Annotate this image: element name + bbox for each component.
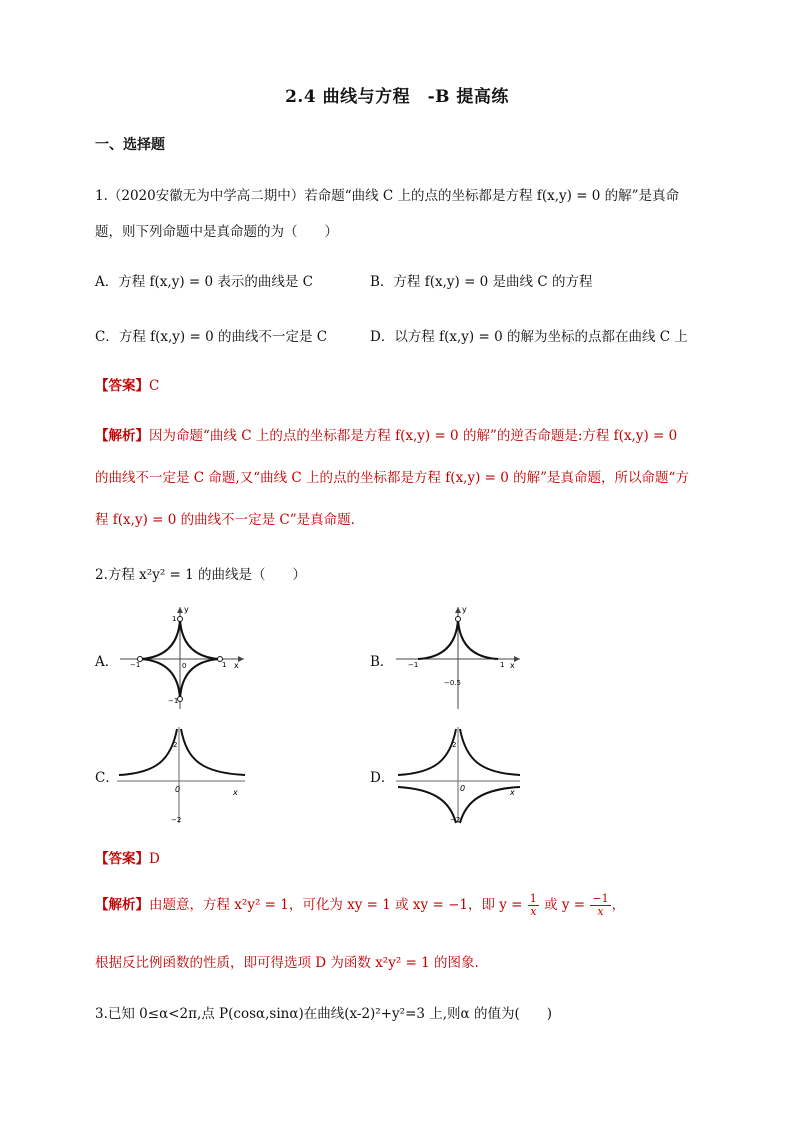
left-branch-curve	[119, 729, 177, 775]
lower-left-branch	[398, 787, 456, 823]
graph-d	[394, 725, 524, 825]
origin-label: 0	[182, 662, 187, 670]
q2-label-d: D．	[370, 770, 395, 786]
q1-analysis-line2: 的曲线不一定是 C 命题,又“曲线 C 上的点的坐标都是方程 f(x,y) = 0 的解”是真命题，所以命题“方	[95, 470, 689, 486]
section-heading: 一、选择题	[95, 137, 165, 153]
analysis-text: 因为命题“曲线 C 上的点的坐标都是方程 f(x,y) = 0 的解”的逆否命题是:方程 f(x,y) = 0	[149, 428, 678, 444]
q2-label-c: C．	[95, 770, 119, 786]
origin-label: 0	[175, 785, 181, 794]
analysis-tag: 【解析】	[95, 428, 149, 444]
q2-stem: 2.方程 x²y² = 1 的曲线是（ ）	[95, 567, 307, 583]
q1-analysis-line1	[95, 424, 677, 444]
q1-stem-line1: 1.（2020安徽无为中学高二期中）若命题“曲线 C 上的点的坐标都是方程 f(x,y) = 0 的解”是真命	[95, 188, 680, 204]
tick-neg1-x: −1	[408, 661, 419, 669]
fraction-neg1-over-x	[590, 893, 610, 918]
q2-label-a: A．	[95, 654, 119, 670]
q2-analysis-line2: 根据反比例函数的性质，即可得选项 D 为函数 x²y² = 1 的图象.	[95, 955, 479, 971]
open-point-top	[456, 617, 461, 622]
y-label: y	[462, 605, 467, 614]
upper-right-branch	[460, 729, 520, 775]
tick-2-y: 2	[452, 741, 457, 749]
tick-neg1-x: −1	[130, 661, 141, 669]
q1-option-b: B．方程 f(x,y) = 0 是曲线 C 的方程	[370, 274, 593, 290]
q1-analysis-line3: 程 f(x,y) = 0 的曲线不一定是 C”是真命题.	[95, 512, 355, 528]
x-label: x	[510, 788, 515, 797]
tick-neg1-y: −1	[168, 697, 179, 705]
answer-tag: 【答案】	[95, 851, 149, 867]
q1-stem-line2: 题，则下列命题中是真命题的为（ ）	[95, 224, 338, 240]
frac2-denominator: x	[597, 905, 604, 918]
tick-1-y: 1	[172, 615, 177, 623]
page-title: 2.4 曲线与方程 -B 提高练	[285, 87, 509, 107]
frac1-denominator: x	[530, 905, 537, 918]
analysis-text: 由题意，方程 x²y² = 1，可化为 xy = 1 或 xy = −1，即 y =	[149, 897, 523, 913]
y-label: y	[184, 605, 189, 614]
x-label: x	[234, 661, 239, 670]
q1-answer	[95, 374, 159, 394]
graph-a	[118, 603, 248, 713]
open-point-top	[178, 617, 183, 622]
q1-option-d: D．以方程 f(x,y) = 0 的解为坐标的点都在曲线 C 上	[370, 329, 688, 345]
tick-neg2-y: −2	[171, 816, 182, 824]
tick-neg2-y: −2	[450, 816, 461, 824]
tick-1-x: 1	[222, 661, 227, 669]
tick-2-y: 2	[173, 741, 178, 749]
x-label: x	[510, 661, 515, 670]
q2-answer	[95, 847, 160, 867]
x-label: x	[233, 788, 238, 797]
tick-1-x: 1	[500, 661, 505, 669]
analysis-tag: 【解析】	[95, 897, 149, 913]
upper-left-branch	[398, 729, 456, 775]
frac1-numerator: 1	[529, 892, 537, 905]
answer-value: D	[149, 851, 160, 867]
analysis-mid: 或 y =	[544, 897, 586, 913]
origin-label: 0	[460, 784, 466, 793]
y-axis-arrow	[177, 607, 183, 613]
q2-label-b: B．	[370, 654, 394, 670]
graph-c	[115, 725, 250, 825]
x-axis-arrow	[514, 656, 520, 662]
answer-tag: 【答案】	[95, 378, 149, 394]
x-axis-arrow	[238, 656, 244, 662]
q3-stem: 3.已知 0≤α<2π,点 P(cosα,sinα)在曲线(x-2)²+y²=3 上,则α 的值为( )	[95, 1006, 552, 1022]
tick-neg05-y: −0.5	[444, 679, 461, 687]
frac2-numerator: −1	[592, 892, 609, 905]
q1-option-a: A．方程 f(x,y) = 0 表示的曲线是 C	[95, 274, 313, 290]
fraction-1-over-x	[528, 893, 539, 918]
answer-value: C	[149, 378, 160, 394]
right-branch-curve	[181, 729, 245, 775]
y-axis-arrow	[455, 607, 461, 613]
graph-b	[394, 603, 524, 713]
q2-analysis-line1	[95, 893, 625, 918]
analysis-end: ，	[611, 897, 626, 913]
q1-option-c: C．方程 f(x,y) = 0 的曲线不一定是 C	[95, 329, 328, 345]
